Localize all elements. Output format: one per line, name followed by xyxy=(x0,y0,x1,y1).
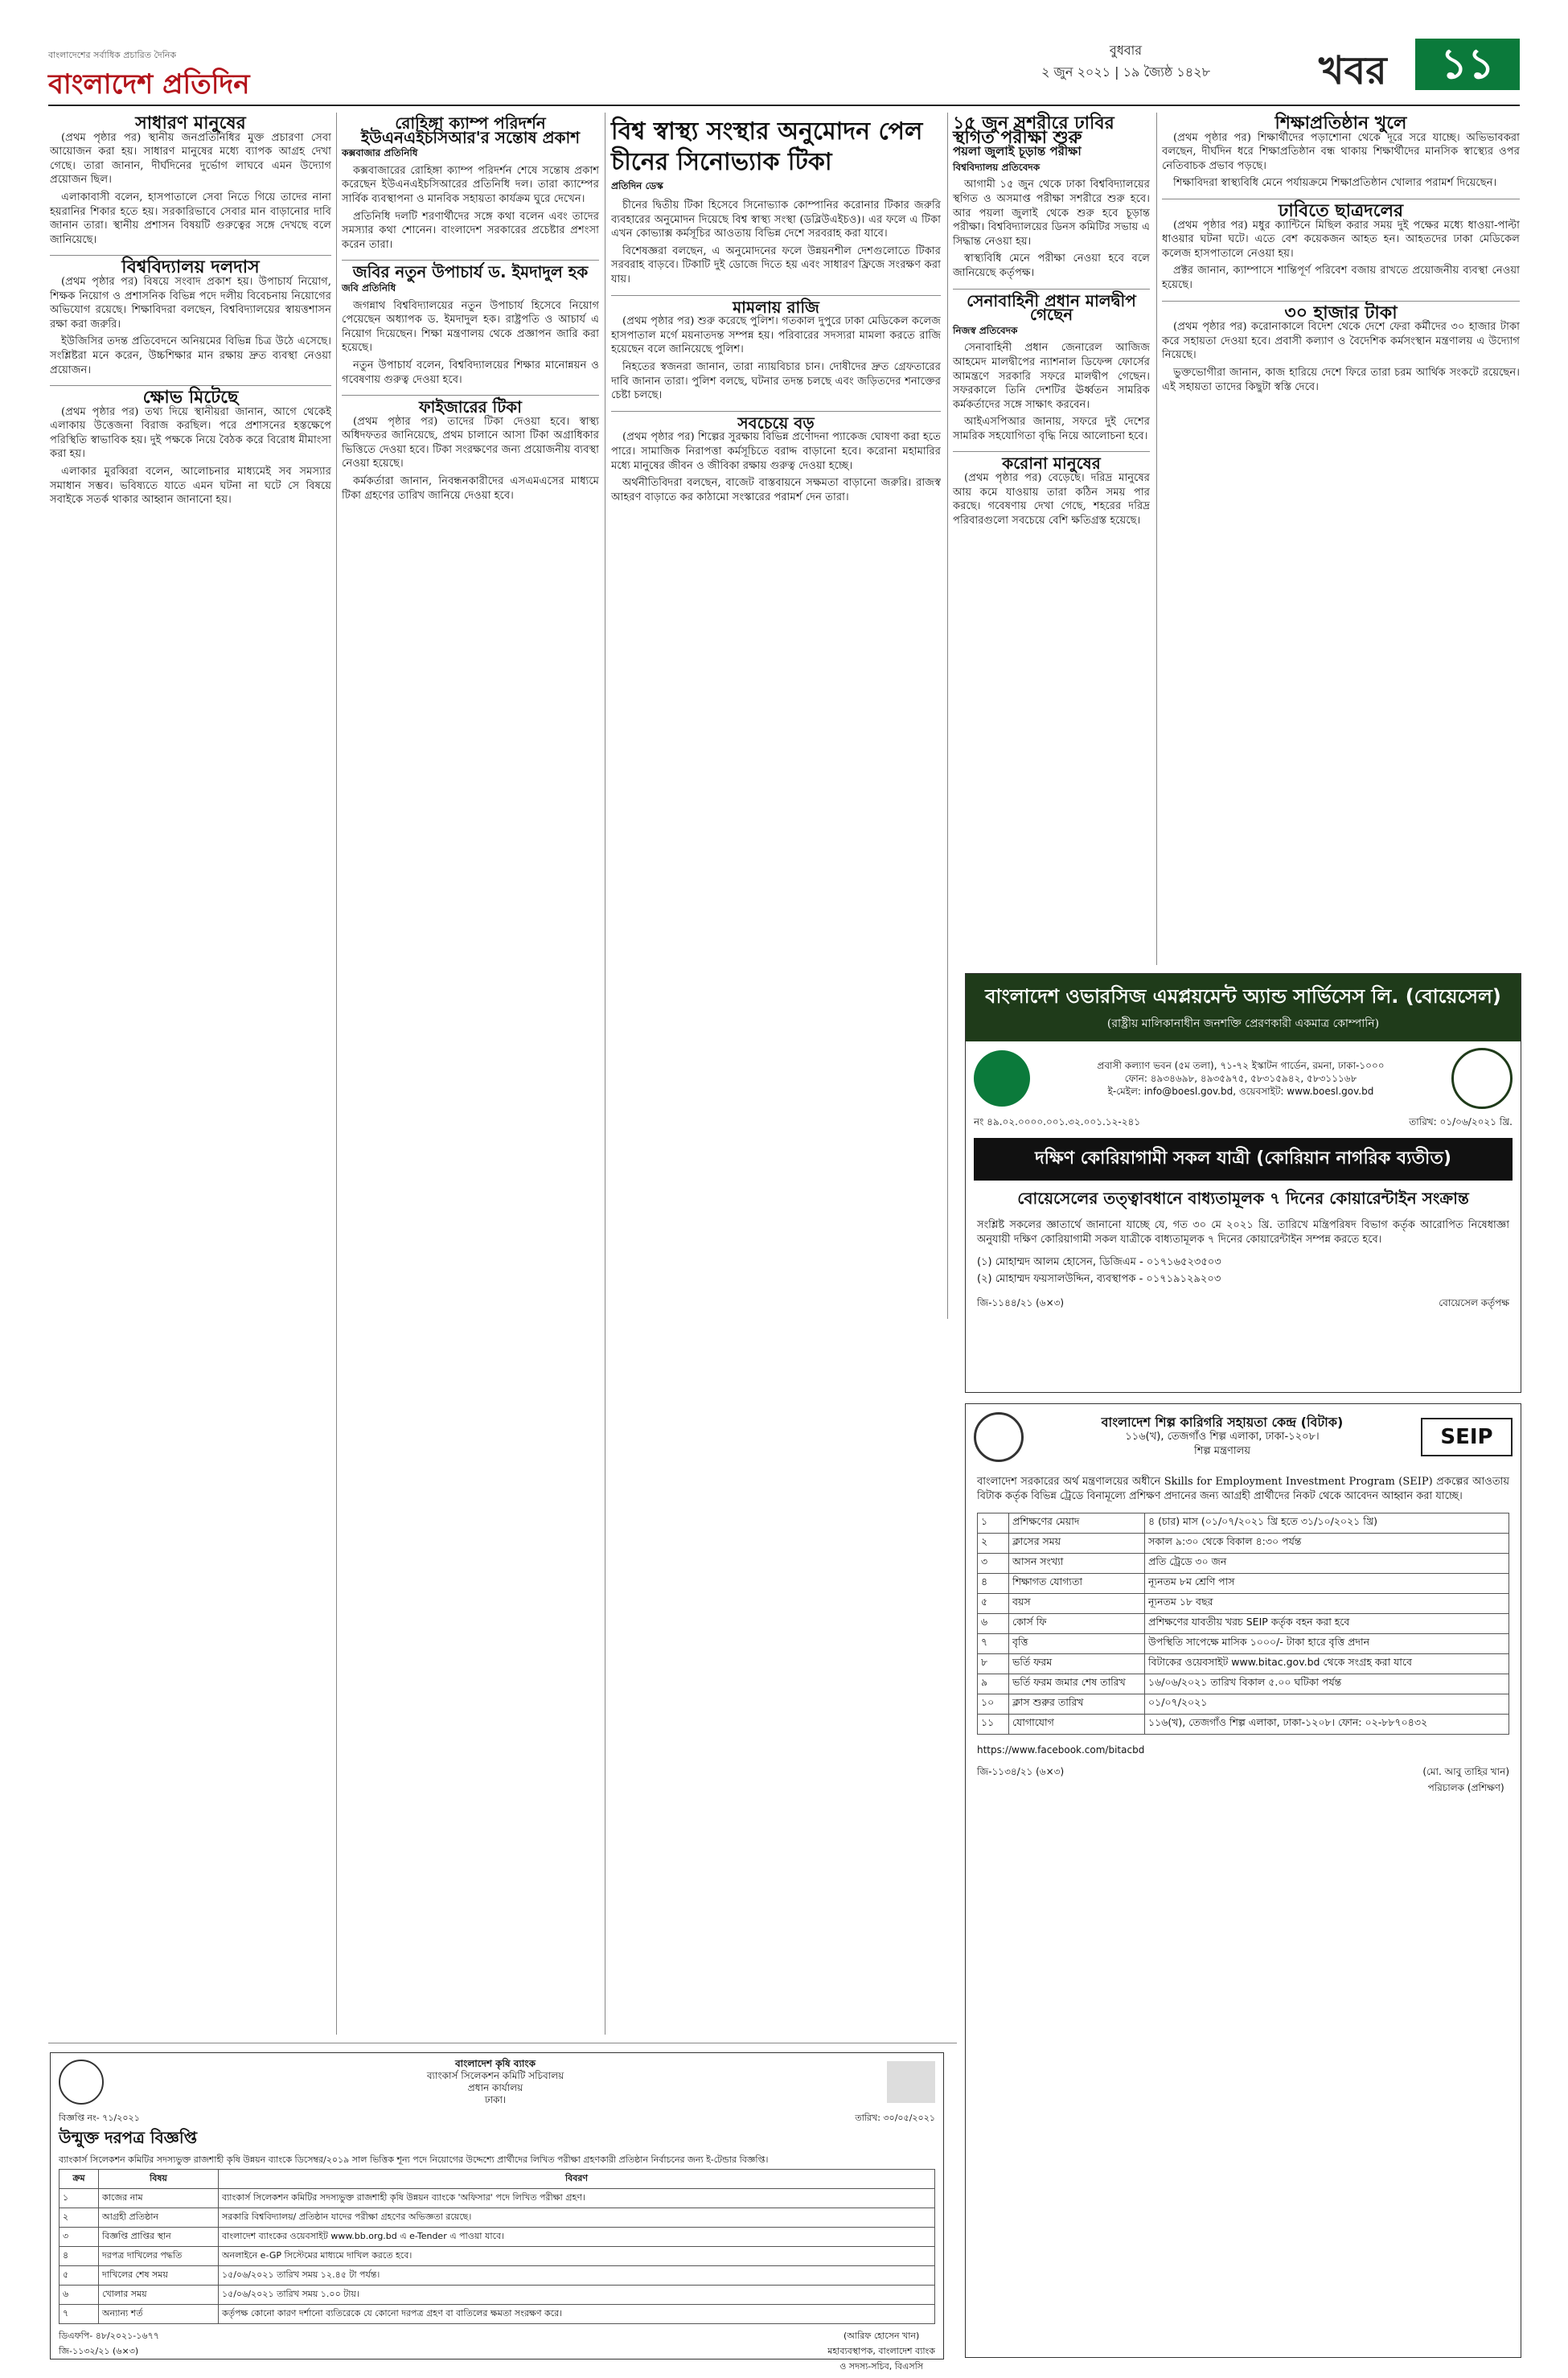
page-number: ১১ xyxy=(1415,39,1520,90)
masthead-tagline: বাংলাদেশের সর্বাধিক প্রচারিত দৈনিক xyxy=(48,50,177,60)
boesl-logo-icon xyxy=(1451,1048,1513,1109)
column-4 xyxy=(953,113,1150,531)
a4-para-1: কক্সবাজারের রোহিঙ্গা ক্যাম্প পরিদর্শন শেষে সন্তোষ প্রকাশ করেছেন ইউএনএইচসিআরের প্রতিনিধি দল। তারা ক্যাম্পের সার্বিক ব্যবস্থাপনা ও মানবিক সহায়তা কার্যক্রম ঘুরে দেখেন। xyxy=(342,164,599,205)
a1-para-2: এলাকাবাসী বলেন, হাসপাতালে সেবা নিতে গিয়ে তাদের নানা হয়রানির শিকার হতে হয়। সরকারিভাবে সেবার মান বাড়ানোর দাবি জানান তারা। স্থানীয় প্রশাসন বিষয়টি গুরুত্বের সঙ্গে দেখছে বলে জানিয়েছে। xyxy=(50,191,331,246)
headline-a5: জবির নতুন উপাচার্য ড. ইমদাদুল হক xyxy=(342,260,599,280)
headline-a6: ফাইজারের টিকা xyxy=(342,395,599,415)
byline-a7: প্রতিদিন ডেস্ক xyxy=(611,180,663,191)
a3-para-2: এলাকার মুরব্বিরা বলেন, আলোচনার মাধ্যমেই সব সমস্যার সমাধান সম্ভব। ভবিষ্যতে যাতে এমন ঘটনা না ঘটে সে বিষয়ে সবাইকে সতর্ক থাকার আহ্বান জানানো হয়। xyxy=(50,466,331,507)
table-row: ৫ দাখিলের শেষ সময় ১৫/০৬/২০২১ তারিখ সময় ১২.৪৫ টা পর্যন্ত। xyxy=(60,2266,935,2286)
bitac-seip-advertisement xyxy=(965,1403,1521,2358)
seip-signer: (মো. আবু তাহির খান) xyxy=(1422,1766,1509,1778)
bkb-ref: বিজ্ঞপ্তি নং- ৭১/২০২১ xyxy=(59,2113,140,2123)
issue-date: ২ জুন ২০২১ | ১৯ জ্যৈষ্ঠ ১৪২৮ xyxy=(1041,64,1210,80)
boesl-subtitle: (রাষ্ট্রীয় মালিকানাধীন জনশক্তি প্রেরণকারী একমাত্র কোম্পানি) xyxy=(1106,1017,1380,1030)
a15-para-1: (প্রথম পৃষ্ঠার পর) করোনাকালে বিদেশ থেকে দেশে ফেরা কর্মীদের ৩০ হাজার টাকা করে সহায়তা দেওয়া হবে। প্রবাসী কল্যাণ ও বৈদেশিক কর্মসংস্থান মন্ত্রণালয় এ উদ্যোগ নিয়েছে। xyxy=(1162,321,1520,362)
boesl-title: বাংলাদেশ ওভারসিজ এমপ্লয়মেন্ট অ্যান্ড সার্ভিসেস লি. (বোয়েসেল) xyxy=(985,985,1501,1008)
a11-para-1: সেনাবাহিনী প্রধান জেনারেল আজিজ আহমেদ মালদ্বীপের ন্যাশনাল ডিফেন্স ফোর্সের আমন্ত্রণে সরকারি সফরে মালদ্বীপ গেছেন। সফরকালে তিনি দেশটির ঊর্ধ্বতন সামরিক কর্মকর্তাদের সঙ্গে সাক্ষাৎ করবেন। xyxy=(953,342,1150,411)
masthead-rule xyxy=(48,105,1520,106)
byline-a5: জবি প্রতিনিধি xyxy=(342,281,396,294)
headline-a7: বিশ্ব স্বাস্থ্য সংস্থার অনুমোদন পেল চীনের সিনোভ্যাক টিকা xyxy=(611,117,923,176)
boesl-email: ই-মেইল: info@boesl.gov.bd, ওয়েবসাইট: www.boesl.gov.bd xyxy=(1107,1086,1374,1097)
a13-para-2: শিক্ষাবিদরা স্বাস্থ্যবিধি মেনে পর্যায়ক্রমে শিক্ষাপ্রতিষ্ঠান খোলার পরামর্শ দিয়েছেন। xyxy=(1173,177,1497,190)
table-row: ৭ বৃত্তি উপস্থিতি সাপেক্ষে মাসিক ১০০০/- টাকা হারে বৃত্তি প্রদান xyxy=(978,1634,1509,1654)
column-divider xyxy=(947,113,948,1319)
a12-para-1: (প্রথম পৃষ্ঠার পর) বেড়েছে। দরিদ্র মানুষের আয় কমে যাওয়ায় তারা কঠিন সময় পার করছে। গবেষণায় দেখা গেছে, শহরের দরিদ্র পরিবারগুলো সবচেয়ে বেশি ক্ষতিগ্রস্ত হয়েছে। xyxy=(953,472,1150,527)
boesl-contact-2: (২) মোহাম্মদ ফয়সালউদ্দিন, ব্যবস্থাপক - ০১৭১৯১২৯২০৩ xyxy=(977,1273,1221,1286)
column-1 xyxy=(50,113,331,511)
bkb-signer: (আরিফ হোসেন খান) xyxy=(843,2331,920,2341)
a6-para-2: কর্মকর্তারা জানান, নিবন্ধনকারীদের এসএমএসের মাধ্যমে টিকা গ্রহণের তারিখ জানিয়ে দেওয়া হবে। xyxy=(342,475,599,502)
a13-para-1: (প্রথম পৃষ্ঠার পর) শিক্ষার্থীদের পড়াশোনা থেকে দূরে সরে যাচ্ছে। অভিভাবকরা বলছেন, দীর্ঘদিন ধরে শিক্ষাপ্রতিষ্ঠান বন্ধ থাকায় শিক্ষার্থীদের মানসিক স্বাস্থ্যের ওপর নেতিবাচক প্রভাব পড়ছে। xyxy=(1162,131,1520,172)
headline-a15: ৩০ হাজার টাকা xyxy=(1162,301,1520,321)
table-row: ৪ শিক্ষাগত যোগ্যতা ন্যূনতম ৮ম শ্রেণি পাস xyxy=(978,1574,1509,1594)
table-row: ২ ক্লাসের সময় সকাল ৯:৩০ থেকে বিকাল ৪:৩০ পর্যন্ত xyxy=(978,1534,1509,1554)
a2-para-2: ইউজিসির তদন্ত প্রতিবেদনে অনিয়মের বিভিন্ন চিত্র উঠে এসেছে। সংশ্লিষ্টরা মনে করেন, উচ্চশিক্ষার মান রক্ষায় দ্রুত ব্যবস্থা নেওয়া প্রয়োজন। xyxy=(50,335,331,376)
bitac-logo-icon xyxy=(974,1412,1024,1462)
table-row: ৪ দরপত্র দাখিলের পদ্ধতি অনলাইনে e-GP সিস্টেমের মাধ্যমে দাখিল করতে হবে। xyxy=(60,2247,935,2266)
a4-para-2: প্রতিনিধি দলটি শরণার্থীদের সঙ্গে কথা বলেন এবং তাদের সমস্যার কথা শোনেন। বাংলাদেশ সরকারের প্রচেষ্টার প্রশংসা করেন তারা। xyxy=(342,210,599,251)
a3-para-1: (প্রথম পৃষ্ঠার পর) তথ্য দিয়ে স্থানীয়রা জানান, আগে থেকেই এলাকায় উত্তেজনা বিরাজ করছিল। পরে প্রশাসনের হস্তক্ষেপে পরিস্থিতি স্বাভাবিক হয়। দুই পক্ষকে নিয়ে বৈঠক করে বিরোধ মীমাংসা করা হয়। xyxy=(50,405,331,461)
bkb-title: উন্মুক্ত দরপত্র বিজ্ঞপ্তি xyxy=(59,2128,198,2147)
a5-para-2: নতুন উপাচার্য বলেন, বিশ্ববিদ্যালয়ের শিক্ষার মানোন্নয়ন ও গবেষণায় গুরুত্ব দেওয়া হবে। xyxy=(342,359,599,386)
headline-a14: ঢাবিতে ছাত্রদলের xyxy=(1162,199,1520,219)
boesl-code: জি-১১৪৪/২১ (৬×৩) xyxy=(977,1297,1065,1309)
headline-a9: সবচেয়ে বড় xyxy=(611,411,941,431)
boesl-signed: বোয়েসেল কর্তৃপক্ষ xyxy=(1439,1297,1509,1309)
seip-ministry: শিল্প মন্ত্রণালয় xyxy=(1193,1445,1251,1457)
column-2 xyxy=(342,113,599,506)
boesl-banner: দক্ষিণ কোরিয়াগামী সকল যাত্রী (কোরিয়ান নাগরিক ব্যতীত) xyxy=(974,1138,1513,1181)
table-row: ৩ বিজ্ঞপ্তি প্রাপ্তির স্থান বাংলাদেশ ব্যাংকের ওয়েবসাইট www.bb.org.bd এ e-Tender এ পাওয়া যাবে। xyxy=(60,2228,935,2247)
a10-para-1: আগামী ১৫ জুন থেকে ঢাকা বিশ্ববিদ্যালয়ের স্থগিত ও অসমাপ্ত পরীক্ষা সশরীরে শুরু হবে। আর পয়লা জুলাই থেকে শুরু হবে চূড়ান্ত পরীক্ষা। বিশ্ববিদ্যালয়ের ডিনস কমিটির সভায় এ সিদ্ধান্ত নেওয়া হয়। xyxy=(953,179,1150,248)
column-divider xyxy=(336,113,337,2035)
table-row: ১০ ক্লাস শুরুর তারিখ ০১/০৭/২০২১ xyxy=(978,1694,1509,1715)
boesl-phone: ফোন: ৪৯৩৪৬৯৮, ৪৯৩৫৯৭৫, ৫৮৩১৫৯৪২, ৫৮৩১১১৬৮ xyxy=(1124,1073,1357,1084)
bkb-tender-table xyxy=(59,2169,935,2324)
table-header: ক্রম xyxy=(60,2170,99,2189)
bkb-dept: ব্যাংকার্স সিলেকশন কমিটি সচিবালয় xyxy=(426,2070,564,2081)
boesl-body: সংশ্লিষ্ট সকলের জ্ঞাতার্থে জানানো যাচ্ছে যে, গত ৩০ মে ২০২১ খ্রি. তারিখে মন্ত্রিপরিষদ বিভাগ কর্তৃক আরোপিত নিষেধাজ্ঞা অনুযায়ী দক্ষিণ কোরিয়াগামী সকল যাত্রীকে বাধ্যতামূলক ৭ দিনের কোয়ারেন্টাইন সম্পন্ন করতে হবে। xyxy=(977,1219,1509,1246)
a7-para-1: চীনের দ্বিতীয় টিকা হিসেবে সিনোভ্যাক কোম্পানির করোনার টিকার জরুরি ব্যবহারের অনুমোদন দিয়েছে বিশ্ব স্বাস্থ্য সংস্থা (ডব্লিউএইচও)। এর ফলে এ টিকা এখন কোভ্যাক্স কর্মসূচির আওতায় বিভিন্ন দেশে সরবরাহ করা যাবে। xyxy=(611,199,941,240)
section-name: খবর xyxy=(1319,48,1387,93)
headline-a2: বিশ্ববিদ্যালয় দলদাস xyxy=(50,255,331,275)
headline-a4: রোহিঙ্গা ক্যাম্প পরিদর্শন ইউএনএইচসিআর'র সন্তোষ প্রকাশ xyxy=(360,113,581,147)
seip-footer-link[interactable]: https://www.facebook.com/bitacbd xyxy=(977,1744,1145,1756)
seip-org: বাংলাদেশ শিল্প কারিগরি সহায়তা কেন্দ্র (বিটাক) xyxy=(1101,1415,1344,1430)
bkb-intro: ব্যাংকার্স সিলেকশন কমিটির সদস্যভুক্ত রাজশাহী কৃষি উন্নয়ন ব্যাংকে ডিসেম্বর/২০১৯ সাল ভিত্তিক শূন্য পদে নিয়োগের উদ্দেশ্যে প্রার্থীদের লিখিত পরীক্ষা গ্রহণকারী প্রতিষ্ঠান নির্বাচনের জন্য ই-টেন্ডার বিজ্ঞপ্তি। xyxy=(59,2154,769,2165)
column-3 xyxy=(611,117,941,507)
boesl-headline2: বোয়েসেলের তত্ত্বাবধানে বাধ্যতামূলক ৭ দিনের কোয়ারেন্টাইন সংক্রান্ত xyxy=(1017,1189,1469,1208)
table-row: ১ কাজের নাম ব্যাংকার্স সিলেকশন কমিটির সদস্যভুক্ত রাজশাহী কৃষি উন্নয়ন ব্যাংকে 'অফিসার' পদে লিখিত পরীক্ষা গ্রহণ। xyxy=(60,2189,935,2208)
seip-code: জি-১১৩৪/২১ (৬×৩) xyxy=(977,1766,1065,1778)
boesl-contact-1: (১) মোহাম্মদ আলম হোসেন, ডিজিএম - ০১৭১৬৫২৩৫০৩ xyxy=(977,1256,1221,1269)
a14-para-2: প্রক্টর জানান, ক্যাম্পাসে শান্তিপূর্ণ পরিবেশ বজায় রাখতে প্রয়োজনীয় ব্যবস্থা নেওয়া হয়েছে। xyxy=(1162,265,1520,291)
table-row: ৬ খোলার সময় ১৫/০৬/২০২১ তারিখ সময় ১.০০ টায়। xyxy=(60,2286,935,2305)
headline-a10: ১৫ জুন সশরীরে ঢাবির স্থগিত পরীক্ষা শুরু xyxy=(953,113,1114,148)
a6-para-1: (প্রথম পৃষ্ঠার পর) তাদের টিকা দেওয়া হবে। স্বাস্থ্য অধিদফতর জানিয়েছে, প্রথম চালানে আসা টিকা অগ্রাধিকার ভিত্তিতে দেওয়া হবে। টিকা সংরক্ষণের জন্য প্রয়োজনীয় ব্যবস্থা নেওয়া হয়েছে। xyxy=(342,415,599,470)
bkb-signer-role: ও সদস্য-সচিব, বিএসসি xyxy=(839,2361,924,2372)
table-row: ১ প্রশিক্ষণের মেয়াদ ৪ (চার) মাস (০১/০৭/২০২১ খ্রি হতে ৩১/১০/২০২১ খ্রি) xyxy=(978,1513,1509,1534)
table-header: বিষয় xyxy=(99,2170,219,2189)
headline-a12: করোনা মানুষের xyxy=(953,451,1150,471)
bank-logo-icon xyxy=(59,2060,104,2105)
seip-signer-title: পরিচালক (প্রশিক্ষণ) xyxy=(1427,1782,1504,1794)
column-5 xyxy=(1162,113,1520,397)
a5-para-1: জগন্নাথ বিশ্ববিদ্যালয়ের নতুন উপাচার্য হিসেবে নিয়োগ পেয়েছেন অধ্যাপক ড. ইমদাদুল হক। রাষ্ট্রপতি ও আচার্য এ নিয়োগ দিয়েছেন। শিক্ষা মন্ত্রণালয় থেকে প্রজ্ঞাপন জারি করা হয়েছে। xyxy=(342,299,599,355)
bkb-office: প্রধান কার্যালয় xyxy=(467,2082,523,2093)
table-row: ৯ ভর্তি ফরম জমার শেষ তারিখ ১৬/০৬/২০২১ তারিখ বিকাল ৫.০০ ঘটিকা পর্যন্ত xyxy=(978,1674,1509,1694)
a2-para-1: (প্রথম পৃষ্ঠার পর) বিষয়ে সংবাদ প্রকাশ হয়। উপাচার্য নিয়োগ, শিক্ষক নিয়োগ ও প্রশাসনিক বিভিন্ন পদে দলীয় বিবেচনায় নিয়োগের অভিযোগ রয়েছে। শিক্ষাবিদরা বলছেন, বিশ্ববিদ্যালয়ের স্বায়ত্তশাসন রক্ষা করা জরুরি। xyxy=(50,275,331,331)
boesl-address: প্রবাসী কল্যাণ ভবন (৫ম তলা), ৭১-৭২ ইস্কাটন গার্ডেন, রমনা, ঢাকা-১০০০ xyxy=(1097,1060,1385,1071)
byline-a10: বিশ্ববিদ্যালয় প্রতিবেদক xyxy=(953,161,1041,173)
headline-a13: শিক্ষাপ্রতিষ্ঠান খুলে xyxy=(1275,113,1407,133)
byline-a11: নিজস্ব প্রতিবেদক xyxy=(953,324,1018,336)
seip-table xyxy=(977,1513,1509,1735)
table-row: ৩ আসন সংখ্যা প্রতি ট্রেডে ৩০ জন xyxy=(978,1554,1509,1574)
boesl-memo: নং ৪৯.০২.০০০০.০০১.৩২.০০১.১২-২৪১ xyxy=(974,1116,1141,1127)
bkb-city: ঢাকা। xyxy=(484,2094,507,2105)
headline-a1: সাধারণ মানুষের xyxy=(135,113,246,133)
a9-para-1: (প্রথম পৃষ্ঠার পর) শিল্পের সুরক্ষায় বিভিন্ন প্রণোদনা প্যাকেজ ঘোষণা করা হতে পারে। সামাজিক নিরাপত্তা কর্মসূচিতে বরাদ্দ বাড়ানো হবে। করোনা মহামারির মধ্যে মানুষের জীবন ও জীবিকা রক্ষায় গুরুত্ব দেওয়া হচ্ছে। xyxy=(611,431,941,472)
a9-para-2: অর্থনীতিবিদরা বলছেন, বাজেট বাস্তবায়নে সক্ষমতা বাড়ানো জরুরি। রাজস্ব আহরণ বাড়াতে কর কাঠামো সংস্কারের পরামর্শ দেন তারা। xyxy=(611,477,941,503)
boesl-advertisement xyxy=(965,973,1521,1393)
newspaper-name: বাংলাদেশ প্রতিদিন xyxy=(48,68,250,101)
table-row: ৮ ভর্তি ফরম বিটাকের ওয়েবসাইট www.bitac.gov.bd থেকে সংগ্রহ করা যাবে xyxy=(978,1654,1509,1674)
a10-para-2: স্বাস্থ্যবিধি মেনে পরীক্ষা নেওয়া হবে বলে জানিয়েছে কর্তৃপক্ষ। xyxy=(953,253,1150,279)
bkb-date: তারিখ: ৩০/০৫/২০২১ xyxy=(855,2113,935,2123)
seip-intro: বাংলাদেশ সরকারের অর্থ মন্ত্রণালয়ের অধীনে Skills for Employment Investment Program (SEIP) প্রকল্পের আওতায় বিটাক কর্তৃক বিভিন্ন ট্রেডে বিনামূল্যে প্রশিক্ষণ প্রদানের জন্য আগ্রহী প্রার্থীদের নিকট থেকে আবেদন আহ্বান করা যাচ্ছে। xyxy=(977,1476,1509,1502)
bkb-signer-title: মহাব্যবস্থাপক, বাংলাদেশ ব্যাংক xyxy=(827,2346,935,2356)
bkb-code: জি-১১৩২/২১ (৬×৩) xyxy=(59,2346,139,2356)
a11-para-2: আইএসপিআর জানায়, সফরে দুই দেশের সামরিক সহযোগিতা বৃদ্ধি নিয়ে আলোচনা হবে। xyxy=(953,416,1150,442)
bkb-org: বাংলাদেশ কৃষি ব্যাংক xyxy=(455,2058,536,2069)
a8-para-1: (প্রথম পৃষ্ঠার পর) শুরু করেছে পুলিশ। গতকাল দুপুরে ঢাকা মেডিকেল কলেজ হাসপাতাল মর্গে ময়নাতদন্ত সম্পন্ন হয়। পরিবারের সদস্যরা মামলা করতে রাজি হয়েছেন বলে জানিয়েছে পুলিশ। xyxy=(611,315,941,356)
headline-a8: মামলায় রাজি xyxy=(611,295,941,315)
subhead-a10: পয়লা জুলাই চূড়ান্ত পরীক্ষা xyxy=(953,144,1082,159)
bkb-tender-advertisement xyxy=(50,2052,944,2372)
headline-a11: সেনাবাহিনী প্রধান মালদ্বীপ গেছেন xyxy=(953,289,1150,322)
a14-para-1: (প্রথম পৃষ্ঠার পর) মধুর ক্যান্টিনে মিছিল করার সময় দুই পক্ষের মধ্যে ধাওয়া-পাল্টা ধাওয়ার ঘটনা ঘটে। এতে বেশ কয়েকজন আহত হন। আহতদের ঢাকা মেডিকেল কলেজ হাসপাতালে নেওয়া হয়। xyxy=(1162,219,1520,260)
table-row: ৫ বয়স ন্যূনতম ১৮ বছর xyxy=(978,1594,1509,1614)
bkb-dist: ডিএফপি- ৪৮/২০২১-১৬৭৭ xyxy=(59,2331,159,2341)
portrait-image xyxy=(887,2061,935,2103)
seip-address: ১১৬(খ), তেজগাঁও শিল্প এলাকা, ঢাকা-১২০৮। xyxy=(1125,1431,1320,1443)
table-row: ১১ যোগাযোগ ১১৬(খ), তেজগাঁও শিল্প এলাকা, ঢাকা-১২০৮। ফোন: ০২-৮৮৭০৪৩২ xyxy=(978,1715,1509,1735)
column-divider xyxy=(1156,113,1157,965)
table-row: ৬ কোর্স ফি প্রশিক্ষণের যাবতীয় খরচ SEIP কর্তৃক বহন করা হবে xyxy=(978,1614,1509,1634)
table-row: ৭ অন্যান্য শর্ত কর্তৃপক্ষ কোনো কারণ দর্শানো ব্যতিরেকে যে কোনো দরপত্র গ্রহণ বা বাতিলের ক্ষমতা সংরক্ষণ করে। xyxy=(60,2305,935,2324)
boesl-memo-date: তারিখ: ০১/০৬/২০২১ খ্রি. xyxy=(1409,1116,1513,1127)
date-block xyxy=(1005,40,1246,84)
government-seal-icon xyxy=(974,1050,1030,1107)
table-row: ২ আগ্রহী প্রতিষ্ঠান সরকারি বিশ্ববিদ্যালয়/ প্রতিষ্ঠান যাদের পরীক্ষা গ্রহণের অভিজ্ঞতা রয়েছে। xyxy=(60,2208,935,2228)
headline-a3: ক্ষোভ মিটেছে xyxy=(50,385,331,405)
a15-para-2: ভুক্তভোগীরা জানান, কাজ হারিয়ে দেশে ফিরে তারা চরম আর্থিক সংকটে রয়েছেন। এই সহায়তা তাদের কিছুটা স্বস্তি দেবে। xyxy=(1162,366,1520,393)
a8-para-2: নিহতের স্বজনরা জানান, তারা ন্যায়বিচার চান। দোষীদের দ্রুত গ্রেফতারের দাবি জানান তারা। পুলিশ বলছে, ঘটনার তদন্ত চলছে এবং জড়িতদের শনাক্তের চেষ্টা চলছে। xyxy=(611,360,941,402)
masthead-logo xyxy=(48,48,289,101)
a7-para-2: বিশেষজ্ঞরা বলছেন, এ অনুমোদনের ফলে উন্নয়নশীল দেশগুলোতে টিকার সরবরাহ বাড়বে। টিকাটি দুই ডোজে দিতে হয় এবং সাধারণ ফ্রিজে সংরক্ষণ করা যায়। xyxy=(611,244,941,285)
a1-para-1: (প্রথম পৃষ্ঠার পর) স্থানীয় জনপ্রতিনিধির মুক্ত প্রচারণা সেবা আয়োজন করা হয়। সাধারণ মানুষের মধ্যে ব্যাপক আগ্রহ দেখা গেছে। তারা জানান, দীর্ঘদিনের দুর্ভোগ লাঘবে এমন উদ্যোগ প্রয়োজন ছিল। xyxy=(50,131,331,187)
byline-a4: কক্সবাজার প্রতিনিধি xyxy=(342,147,418,159)
weekday: বুধবার xyxy=(1109,43,1143,58)
table-header: বিবরণ xyxy=(219,2170,935,2189)
seip-logo: SEIP xyxy=(1421,1418,1513,1456)
